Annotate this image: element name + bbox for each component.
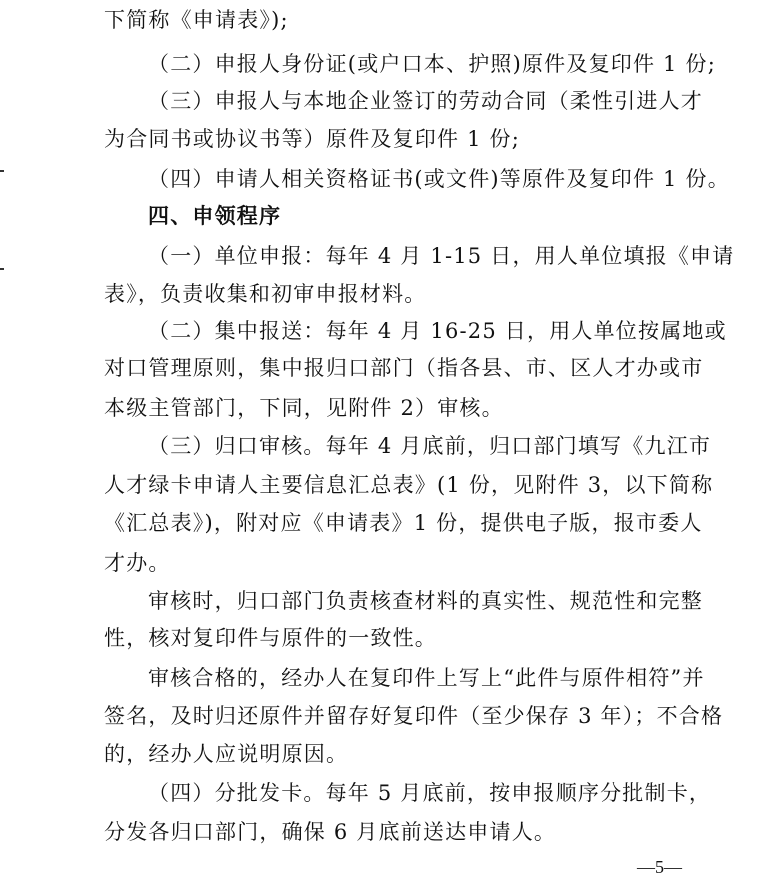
text-line-content: 《汇总表》)，附对应《申请表》1 份，提供电子版，报市委人 — [104, 511, 703, 535]
text-line-content: （一）单位申报：每年 4 月 1-15 日，用人单位填报《申请 — [148, 244, 735, 268]
text-line-content: 性，核对复印件与原件的一致性。 — [104, 626, 437, 650]
text-line-content: 下简称《申请表》); — [104, 8, 289, 32]
text-line — [0, 620, 780, 656]
text-line — [0, 467, 780, 503]
text-line-content: 本级主管部门，下同，见附件 2）审核。 — [104, 396, 504, 420]
text-line — [0, 428, 780, 464]
text-line — [0, 161, 780, 197]
text-line — [0, 736, 780, 772]
text-line-content: 的，经办人应说明原因。 — [104, 742, 349, 766]
section-heading — [0, 198, 780, 234]
text-line — [0, 276, 780, 312]
text-line-content: （三）归口审核。每年 4 月底前，归口部门填写《九江市 — [148, 434, 712, 458]
text-line — [0, 238, 780, 274]
text-line — [0, 775, 780, 811]
text-line — [0, 313, 780, 349]
text-line-content: 为合同书或协议书等）原件及复印件 1 份; — [104, 127, 520, 151]
text-line-content: （三）申报人与本地企业签订的劳动合同（柔性引进人才 — [148, 89, 703, 113]
text-line — [0, 505, 780, 541]
text-line — [0, 83, 780, 119]
text-line-content: 表》，负责收集和初审申报材料。 — [104, 282, 427, 306]
text-line-content: （二）申报人身份证(或户口本、护照)原件及复印件 1 份; — [148, 52, 716, 76]
text-line-content: 对口管理原则，集中报归口部门（指各县、市、区人才办或市 — [104, 356, 704, 380]
page-number: —5— — [637, 857, 682, 877]
text-line-content: 人才绿卡申请人主要信息汇总表》(1 份，见附件 3，以下简称 — [104, 473, 714, 497]
text-line — [0, 698, 780, 734]
text-line-content: 审核时，归口部门负责核查材料的真实性、规范性和完整 — [148, 589, 703, 613]
text-line — [0, 545, 780, 581]
text-line — [0, 46, 780, 82]
text-line-content: （二）集中报送：每年 4 月 16-25 日，用人单位按属地或 — [148, 319, 727, 343]
text-line — [0, 2, 780, 38]
text-line-content: 签名，及时归还原件并留存好复印件（至少保存 3 年）；不合格 — [104, 704, 724, 728]
text-line — [0, 121, 780, 157]
text-line — [0, 583, 780, 619]
text-line-content: （四）分批发卡。每年 5 月底前，按申报顺序分批制卡， — [148, 781, 712, 805]
text-line — [0, 390, 780, 426]
text-line-content: 才办。 — [104, 551, 171, 575]
section-heading-text: 四、申领程序 — [148, 204, 282, 228]
text-line-content: 审核合格的，经办人在复印件上写上“此件与原件相符”并 — [148, 666, 705, 690]
text-line — [0, 814, 780, 850]
text-line — [0, 350, 780, 386]
text-line-content: （四）申请人相关资格证书(或文件)等原件及复印件 1 份。 — [148, 167, 730, 191]
text-line-content: 分发各归口部门，确保 6 月底前送达申请人。 — [104, 820, 557, 844]
text-line — [0, 660, 780, 696]
